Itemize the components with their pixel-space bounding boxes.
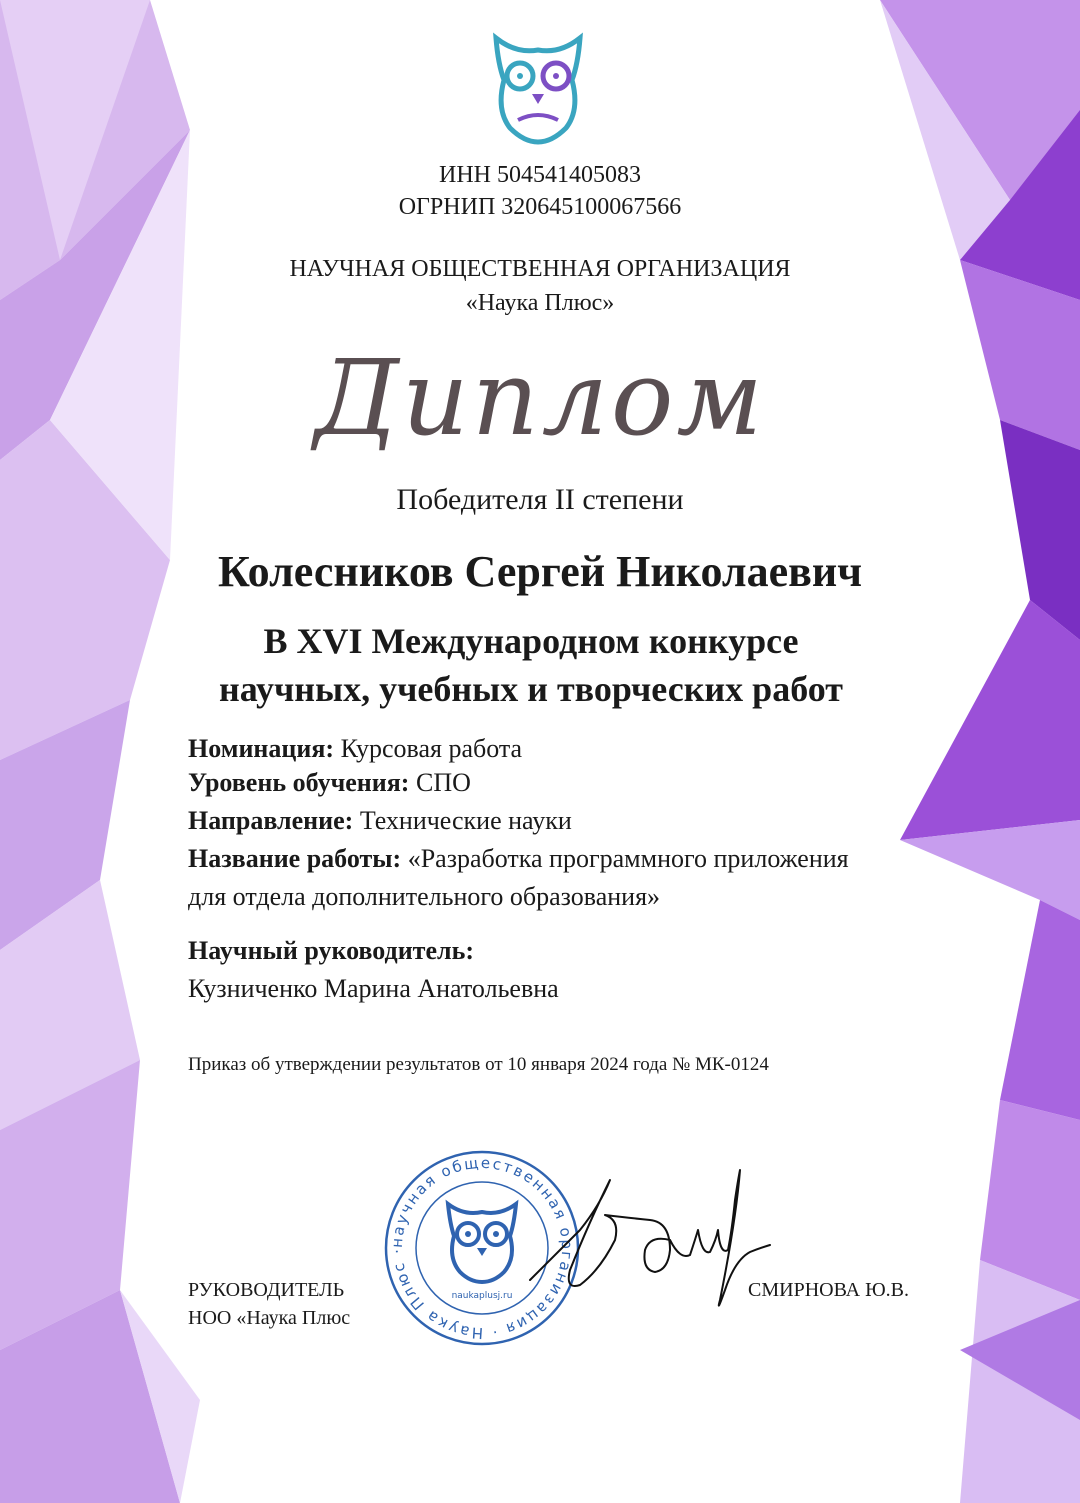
supervisor-value: Кузниченко Марина Анатольевна (188, 974, 559, 1003)
nomination-value: Курсовая работа (340, 734, 523, 763)
owl-stamp-icon (448, 1204, 516, 1282)
work-title-value-line2: для отдела дополнительного образования» (188, 882, 661, 911)
contest-line1: В XVI Международном конкурсе (263, 621, 799, 661)
work-title-label: Название работы: (188, 844, 402, 873)
order-text: Приказ об утверждении результатов от 10 января 2024 года № МК-0124 (188, 1054, 769, 1075)
org-name-line1: НАУЧНАЯ ОБЩЕСТВЕННАЯ ОРГАНИЗАЦИЯ (289, 256, 791, 282)
signatory-role-line1: РУКОВОДИТЕЛЬ (188, 1279, 345, 1301)
signatory-name: СМИРНОВА Ю.В. (748, 1279, 909, 1301)
diploma-title: Диплом (314, 337, 766, 459)
supervisor-label-row (188, 934, 474, 968)
stamp-ring-text: научная общественная организация · Наука Плюс · (387, 1153, 577, 1343)
contest-line2: научных, учебных и творческих работ (219, 669, 843, 709)
level-value: СПО (415, 768, 471, 797)
work-title-value-line1: «Разработка программного приложения (407, 844, 849, 873)
ogrnip-text: ОГРНИП 320645100067566 (398, 194, 682, 220)
work-title-row (188, 842, 849, 876)
supervisor-label: Научный руководитель: (188, 936, 474, 965)
owl-logo-icon (482, 24, 594, 152)
org-name-line2: «Наука Плюс» (465, 290, 615, 316)
signatory-role-line2: НОО «Наука Плюс (188, 1307, 351, 1329)
nomination-row (188, 732, 522, 766)
signatory-role (188, 1276, 350, 1332)
direction-label: Направление: (188, 806, 354, 835)
direction-row (188, 804, 572, 838)
level-row (188, 766, 471, 800)
direction-value: Технические науки (359, 806, 572, 835)
handwritten-signature (520, 1160, 780, 1320)
inn-text: ИНН 504541405083 (439, 162, 641, 188)
nomination-label: Номинация: (188, 734, 335, 763)
stamp-site: naukaplusj.ru (451, 1291, 513, 1301)
degree-text: Победителя II степени (396, 483, 684, 516)
level-label: Уровень обучения: (188, 768, 410, 797)
recipient-name: Колесников Сергей Николаевич (217, 547, 863, 596)
